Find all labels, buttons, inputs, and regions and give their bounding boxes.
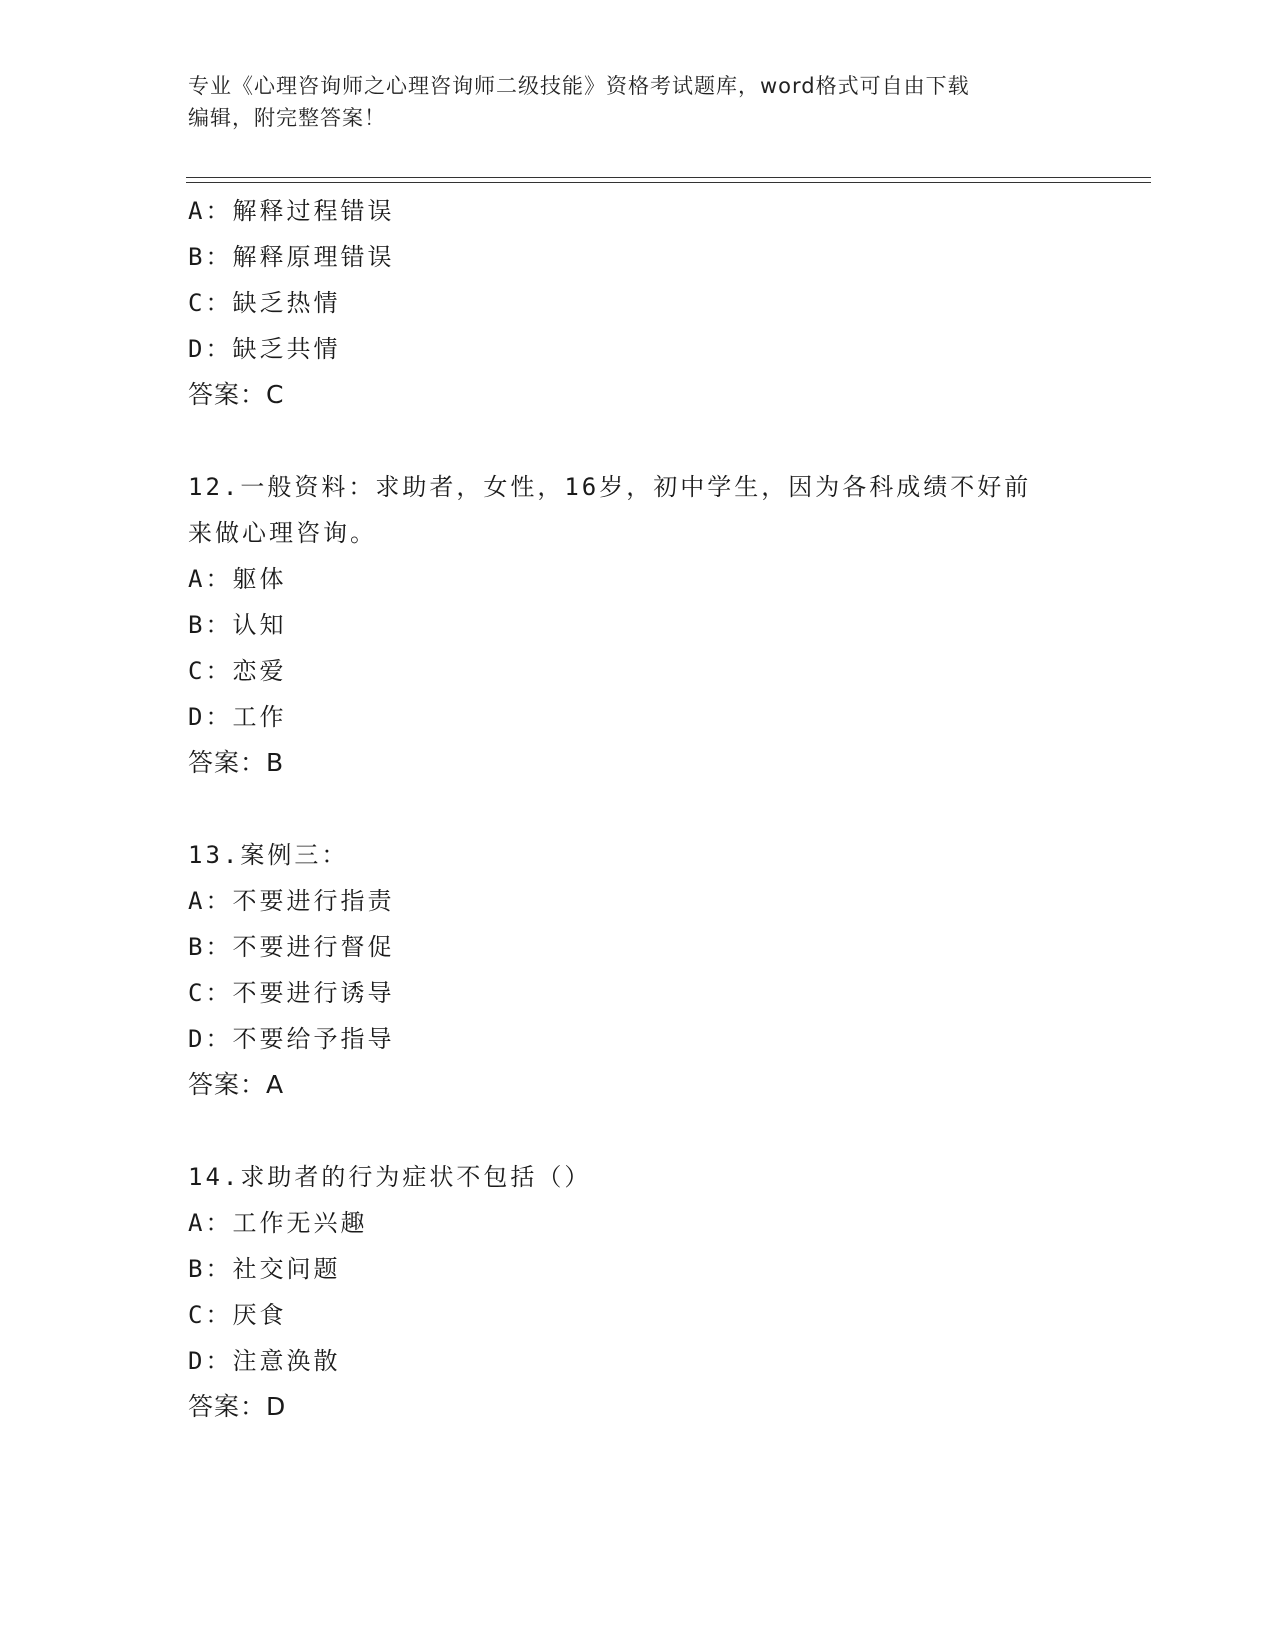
option-b: B：社交问题	[188, 1255, 341, 1283]
header-line-1: 专业《心理咨询师之心理咨询师二级技能》资格考试题库，word格式可自由下载	[188, 74, 970, 98]
option-d: D：不要给予指导	[188, 1025, 395, 1053]
question-11	[188, 188, 1088, 418]
option-a: A：不要进行指责	[188, 887, 395, 915]
option-c: C：厌食	[188, 1301, 287, 1329]
option-d: D：注意涣散	[188, 1347, 341, 1375]
question-stem: 13.案例三：	[188, 841, 349, 869]
header-divider-top	[186, 177, 1151, 178]
option-a: A：解释过程错误	[188, 197, 395, 225]
question-12	[188, 464, 1088, 786]
option-d: D：缺乏共情	[188, 335, 341, 363]
spacer	[188, 786, 1088, 832]
option-c: C：缺乏热情	[188, 289, 341, 317]
question-13	[188, 832, 1088, 1108]
question-stem: 14.求助者的行为症状不包括（）	[188, 1163, 592, 1191]
question-14	[188, 1154, 1088, 1430]
option-a: A：躯体	[188, 565, 287, 593]
option-b: B：不要进行督促	[188, 933, 395, 961]
question-stem-line-2: 来做心理咨询。	[188, 519, 377, 547]
option-d: D：工作	[188, 703, 287, 731]
document-header	[188, 70, 1068, 134]
option-b: B：解释原理错误	[188, 243, 395, 271]
question-stem-line-1: 12.一般资料：求助者，女性，16岁，初中学生，因为各科成绩不好前	[188, 473, 1032, 501]
option-c: C：不要进行诱导	[188, 979, 395, 1007]
option-a: A：工作无兴趣	[188, 1209, 368, 1237]
spacer	[188, 418, 1088, 464]
answer: 答案：D	[188, 1392, 287, 1421]
answer: 答案：B	[188, 748, 285, 777]
header-line-2: 编辑，附完整答案！	[188, 106, 386, 130]
answer: 答案：A	[188, 1070, 285, 1099]
spacer	[188, 1108, 1088, 1154]
answer: 答案：C	[188, 380, 285, 409]
option-b: B：认知	[188, 611, 287, 639]
option-c: C：恋爱	[188, 657, 287, 685]
question-list	[188, 188, 1088, 1430]
header-divider-bottom	[186, 182, 1151, 183]
